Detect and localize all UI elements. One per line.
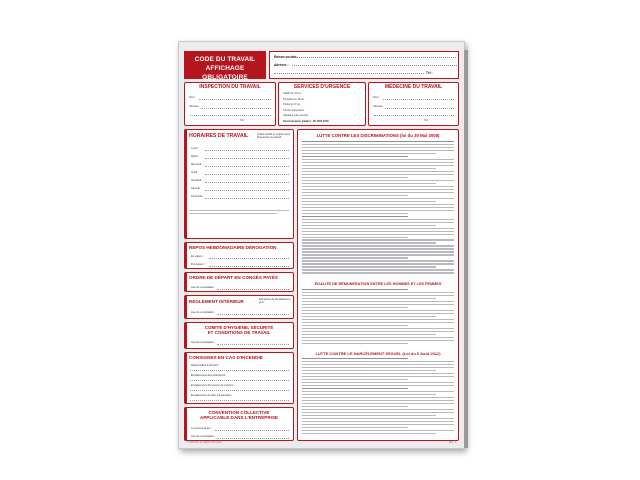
line [199,99,271,100]
reglement-lieu: Lieu de consultation : [191,311,216,314]
line [205,182,289,183]
line [205,158,289,159]
medecine-nom: Nom : [373,96,380,99]
accent-bar [185,296,187,318]
panel-incendie [184,352,294,404]
panel-conges [184,272,294,292]
day-lundi: Lundi : [191,147,199,150]
line [209,266,289,267]
label-tel: Tél : [426,71,433,75]
line [201,108,271,109]
incendie-issues: Emplacement des issues de secours : [191,384,235,387]
section-harcelement-title: LUTTE CONTRE LE HARCÈLEMENT SEXUEL (Loi du 6 Août 2012) [315,351,441,356]
horaires-title: HORAIRES DE TRAVAIL [189,133,249,139]
conges-lieu: Lieu de consultation : [191,286,216,289]
horaires-note: À faire établir le registre pour l'inspection du travail [257,133,291,139]
panel-reglement [184,295,294,319]
chsct-title-1: COMITÉ D'HYGIÈNE, SÉCURITÉ [204,325,274,330]
accent-bar [185,130,187,238]
line [205,174,289,175]
incendie-extincteurs: Emplacement des extincteurs : [191,374,227,377]
convention-title-1: CONVENTION COLLECTIVE [208,410,270,415]
line [190,115,271,116]
day-vendredi: Vendredi : [191,179,203,182]
label-raison: Raison sociale : [274,55,299,59]
inspection-adresse: Adresse : [189,105,200,108]
dots [274,73,424,74]
dots [292,65,457,66]
line [217,314,289,315]
line [217,344,289,345]
day-mardi: Mardi : [191,155,199,158]
panel-legal-text [297,129,459,441]
urgence-halde: Discrimination (Halde) : 08 1000 5000 [283,119,329,123]
panel-convention [184,407,294,441]
chsct-lieu: Lieu de consultation : [191,341,216,344]
incendie-plan: Emplacement du plan d'évacuation : [191,394,233,397]
harcelement-text [302,358,454,436]
medecine-adresse: Adresse : [373,105,384,108]
line [205,166,289,167]
panel-repos [184,242,294,269]
accent-bar [185,243,187,268]
dots [296,57,456,58]
footer-copyright: © MONTEL & CARROUTE 2012 [187,441,222,444]
line [215,430,289,431]
urgence-hopital: Hôpital le plus proche : [283,114,310,117]
inspection-tel: Tél : [240,119,246,122]
panel-inspection [184,82,276,126]
chsct-title-2: ET CONDITIONS DE TRAVAIL [207,330,271,335]
inspection-title: INSPECTION DU TRAVAIL [199,84,261,90]
day-dimanche: Dimanche : [191,195,205,198]
poster [178,41,465,449]
section-discriminations-title: LUTTE CONTRE LES DISCRIMINATIONS (loi du 30 Mai 2008) [316,133,440,138]
line [217,289,289,290]
repos-saison: En saison : [191,255,204,258]
footer-ref: Réf : 1 [448,441,456,444]
repos-title: REPOS HEBDOMADAIRE DÉROGATION [189,245,277,250]
line [385,108,454,109]
conges-title: ORDRE DE DÉPART EN CONGÉS PAYÉS [189,275,278,280]
medecine-title: MÉDECINE DU TRAVAIL [384,84,443,90]
label-adresse: Adresse : [274,63,289,67]
line [205,190,289,191]
line [190,370,289,371]
day-samedi: Samedi : [191,187,202,190]
medecine-tel: Tél : [424,119,430,122]
line [374,115,454,116]
line [217,438,289,439]
section-egalite-title: ÉGALITÉ DE RÉMUNÉRATION ENTRE LES HOMMES ET LES FEMMES [314,282,442,286]
accent-bar [185,353,187,403]
urgence-samu: SAMU le 15 ou : [283,92,302,95]
convention-title-2: APPLICABLE DANS L'ENTREPRISE [199,415,279,420]
panel-chsct [184,322,294,349]
company-info-box [269,51,459,79]
incendie-responsable: Responsable à prévenir : [191,364,220,367]
panel-horaires [184,129,294,239]
panel-urgence [278,82,366,126]
line [205,198,289,199]
line [190,400,289,401]
discriminations-text [302,141,454,275]
reglement-note: Entreprise de 20 salariés et plus [259,298,291,304]
line [190,380,289,381]
horaires-notes [189,210,289,216]
inspection-nom: Nom : [189,96,196,99]
repos-permanent: Permanent : [191,263,206,266]
urgence-title: SERVICES D'URGENCE [293,84,351,90]
egalite-text [302,289,454,346]
poster-title [184,51,266,79]
urgence-police: Police le 17 ou : [283,103,302,106]
line [205,150,289,151]
reglement-title: RÈGLEMENT INTÉRIEUR [189,299,244,304]
field-adresse [274,63,289,67]
incendie-title: CONSIGNES EN CAS D'INCENDIE [189,355,263,360]
convention-lieu: Lieu de consultation : [191,435,216,438]
line [383,99,454,100]
title-line-2: AFFICHAGE OBLIGATOIRE [202,65,248,81]
day-jeudi: Jeudi : [191,171,199,174]
line [209,258,289,259]
convention-personnel: Le personnel est : [191,427,212,430]
line [190,390,289,391]
urgence-antipoison: Centre anti-poison : [283,108,306,112]
title-line-1: CODE DU TRAVAIL [194,56,256,63]
panel-medecine [368,82,459,126]
poster-edge-shadow [464,50,468,448]
urgence-pompiers: Pompiers le 18 ou : [283,97,306,101]
field-raison-sociale [274,55,298,59]
accent-bar [185,273,187,291]
day-mercredi: Mercredi : [191,163,203,166]
